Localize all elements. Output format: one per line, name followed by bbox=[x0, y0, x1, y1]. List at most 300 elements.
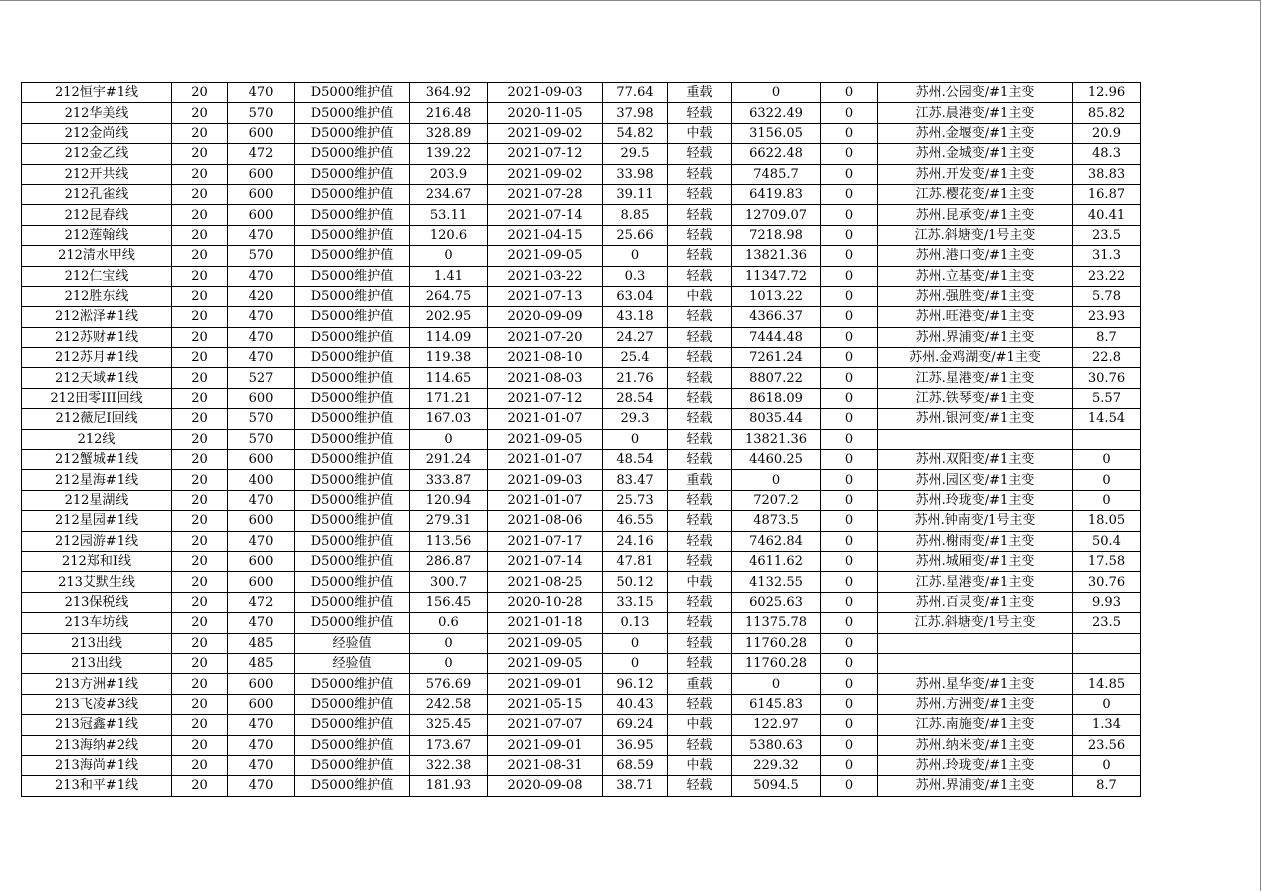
load-status-cell: 轻载 bbox=[668, 246, 732, 266]
transformer-load-cell: 8.7 bbox=[1073, 327, 1141, 347]
rated-current-cell: 600 bbox=[228, 694, 295, 714]
table-row bbox=[22, 450, 1141, 470]
date-cell: 2021-07-13 bbox=[488, 286, 603, 306]
line-name-cell: 212仁宝线 bbox=[22, 266, 172, 286]
voltage-cell: 20 bbox=[172, 409, 228, 429]
voltage-cell: 20 bbox=[172, 103, 228, 123]
line-name-cell: 212郑和Ⅰ线 bbox=[22, 551, 172, 571]
date-cell: 2021-08-31 bbox=[488, 755, 603, 775]
table-row bbox=[22, 653, 1141, 673]
transformer-load-cell: 18.05 bbox=[1073, 511, 1141, 531]
load-status-cell: 轻载 bbox=[668, 348, 732, 368]
table-row bbox=[22, 490, 1141, 510]
transformer-load-cell: 0 bbox=[1073, 694, 1141, 714]
load-rate-cell: 36.95 bbox=[603, 735, 668, 755]
count-cell: 0 bbox=[821, 470, 878, 490]
transformer-cell: 苏州.强胜变/#1主变 bbox=[878, 286, 1073, 306]
spare-capacity-cell: 7261.24 bbox=[732, 348, 821, 368]
spare-capacity-cell: 5380.63 bbox=[732, 735, 821, 755]
voltage-cell: 20 bbox=[172, 674, 228, 694]
date-cell: 2021-09-05 bbox=[488, 633, 603, 653]
load-status-cell: 轻载 bbox=[668, 144, 732, 164]
current-cell: 113.56 bbox=[410, 531, 488, 551]
load-status-cell: 轻载 bbox=[668, 184, 732, 204]
table-row bbox=[22, 348, 1141, 368]
spare-capacity-cell: 7444.48 bbox=[732, 327, 821, 347]
source-cell: D5000维护值 bbox=[295, 490, 410, 510]
transformer-cell: 苏州.钟南变/1号主变 bbox=[878, 511, 1073, 531]
transformer-cell: 江苏.晨港变/#1主变 bbox=[878, 103, 1073, 123]
date-cell: 2021-09-05 bbox=[488, 653, 603, 673]
spare-capacity-cell: 4366.37 bbox=[732, 307, 821, 327]
table-row bbox=[22, 388, 1141, 408]
transformer-load-cell: 0 bbox=[1073, 490, 1141, 510]
transformer-load-cell: 9.93 bbox=[1073, 592, 1141, 612]
date-cell: 2021-09-05 bbox=[488, 246, 603, 266]
transformer-cell: 苏州.星华变/#1主变 bbox=[878, 674, 1073, 694]
count-cell: 0 bbox=[821, 755, 878, 775]
date-cell: 2021-01-07 bbox=[488, 450, 603, 470]
line-name-cell: 212胜东线 bbox=[22, 286, 172, 306]
line-name-cell: 212薇尼Ⅰ回线 bbox=[22, 409, 172, 429]
rated-current-cell: 472 bbox=[228, 144, 295, 164]
spare-capacity-cell: 6145.83 bbox=[732, 694, 821, 714]
load-rate-cell: 68.59 bbox=[603, 755, 668, 775]
load-rate-cell: 25.66 bbox=[603, 225, 668, 245]
table-body bbox=[22, 83, 1141, 797]
table-row bbox=[22, 572, 1141, 592]
source-cell: D5000维护值 bbox=[295, 184, 410, 204]
current-cell: 0 bbox=[410, 429, 488, 449]
current-cell: 139.22 bbox=[410, 144, 488, 164]
current-cell: 0 bbox=[410, 246, 488, 266]
voltage-cell: 20 bbox=[172, 164, 228, 184]
rated-current-cell: 420 bbox=[228, 286, 295, 306]
load-status-cell: 轻载 bbox=[668, 307, 732, 327]
load-status-cell: 轻载 bbox=[668, 653, 732, 673]
load-rate-cell: 39.11 bbox=[603, 184, 668, 204]
source-cell: D5000维护值 bbox=[295, 368, 410, 388]
count-cell: 0 bbox=[821, 348, 878, 368]
source-cell: D5000维护值 bbox=[295, 776, 410, 796]
current-cell: 279.31 bbox=[410, 511, 488, 531]
source-cell: D5000维护值 bbox=[295, 409, 410, 429]
table-row bbox=[22, 307, 1141, 327]
transformer-cell: 江苏.星港变/#1主变 bbox=[878, 368, 1073, 388]
date-cell: 2021-08-06 bbox=[488, 511, 603, 531]
load-rate-cell: 25.4 bbox=[603, 348, 668, 368]
rated-current-cell: 470 bbox=[228, 266, 295, 286]
transformer-cell: 苏州.界浦变/#1主变 bbox=[878, 327, 1073, 347]
transformer-load-cell: 85.82 bbox=[1073, 103, 1141, 123]
load-rate-cell: 50.12 bbox=[603, 572, 668, 592]
count-cell: 0 bbox=[821, 490, 878, 510]
transformer-load-cell: 23.56 bbox=[1073, 735, 1141, 755]
source-cell: D5000维护值 bbox=[295, 83, 410, 103]
transformer-load-cell: 23.22 bbox=[1073, 266, 1141, 286]
transformer-load-cell: 38.83 bbox=[1073, 164, 1141, 184]
rated-current-cell: 600 bbox=[228, 205, 295, 225]
line-load-table bbox=[21, 82, 1141, 797]
current-cell: 333.87 bbox=[410, 470, 488, 490]
transformer-load-cell: 1.34 bbox=[1073, 715, 1141, 735]
spare-capacity-cell: 12709.07 bbox=[732, 205, 821, 225]
load-status-cell: 轻载 bbox=[668, 429, 732, 449]
line-name-cell: 213车坊线 bbox=[22, 613, 172, 633]
line-name-cell: 212开共线 bbox=[22, 164, 172, 184]
transformer-cell: 江苏.斜塘变/1号主变 bbox=[878, 613, 1073, 633]
load-status-cell: 重载 bbox=[668, 83, 732, 103]
load-rate-cell: 0 bbox=[603, 633, 668, 653]
count-cell: 0 bbox=[821, 715, 878, 735]
date-cell: 2020-09-09 bbox=[488, 307, 603, 327]
spare-capacity-cell: 4132.55 bbox=[732, 572, 821, 592]
line-name-cell: 212苏财#1线 bbox=[22, 327, 172, 347]
load-status-cell: 轻载 bbox=[668, 327, 732, 347]
voltage-cell: 20 bbox=[172, 225, 228, 245]
load-rate-cell: 54.82 bbox=[603, 123, 668, 143]
current-cell: 234.67 bbox=[410, 184, 488, 204]
transformer-cell: 苏州.方洲变/#1主变 bbox=[878, 694, 1073, 714]
line-name-cell: 212星湖线 bbox=[22, 490, 172, 510]
transformer-load-cell: 30.76 bbox=[1073, 368, 1141, 388]
source-cell: D5000维护值 bbox=[295, 551, 410, 571]
count-cell: 0 bbox=[821, 653, 878, 673]
load-rate-cell: 38.71 bbox=[603, 776, 668, 796]
rated-current-cell: 470 bbox=[228, 490, 295, 510]
current-cell: 0.6 bbox=[410, 613, 488, 633]
count-cell: 0 bbox=[821, 531, 878, 551]
line-name-cell: 212天域#1线 bbox=[22, 368, 172, 388]
current-cell: 171.21 bbox=[410, 388, 488, 408]
rated-current-cell: 600 bbox=[228, 388, 295, 408]
count-cell: 0 bbox=[821, 450, 878, 470]
table-row bbox=[22, 103, 1141, 123]
rated-current-cell: 570 bbox=[228, 103, 295, 123]
table-row bbox=[22, 735, 1141, 755]
line-name-cell: 213艾默生线 bbox=[22, 572, 172, 592]
current-cell: 328.89 bbox=[410, 123, 488, 143]
date-cell: 2021-09-02 bbox=[488, 123, 603, 143]
date-cell: 2021-07-12 bbox=[488, 144, 603, 164]
source-cell: D5000维护值 bbox=[295, 123, 410, 143]
source-cell: D5000维护值 bbox=[295, 388, 410, 408]
transformer-load-cell: 23.5 bbox=[1073, 613, 1141, 633]
rated-current-cell: 485 bbox=[228, 653, 295, 673]
current-cell: 156.45 bbox=[410, 592, 488, 612]
rated-current-cell: 600 bbox=[228, 450, 295, 470]
transformer-cell: 苏州.开发变/#1主变 bbox=[878, 164, 1073, 184]
count-cell: 0 bbox=[821, 776, 878, 796]
count-cell: 0 bbox=[821, 368, 878, 388]
spare-capacity-cell: 229.32 bbox=[732, 755, 821, 775]
rated-current-cell: 600 bbox=[228, 572, 295, 592]
rated-current-cell: 470 bbox=[228, 613, 295, 633]
rated-current-cell: 470 bbox=[228, 531, 295, 551]
transformer-cell: 江苏.星港变/#1主变 bbox=[878, 572, 1073, 592]
count-cell: 0 bbox=[821, 103, 878, 123]
current-cell: 202.95 bbox=[410, 307, 488, 327]
current-cell: 216.48 bbox=[410, 103, 488, 123]
load-rate-cell: 96.12 bbox=[603, 674, 668, 694]
voltage-cell: 20 bbox=[172, 368, 228, 388]
line-name-cell: 213海尚#1线 bbox=[22, 755, 172, 775]
date-cell: 2021-03-22 bbox=[488, 266, 603, 286]
transformer-load-cell: 0 bbox=[1073, 450, 1141, 470]
load-rate-cell: 8.85 bbox=[603, 205, 668, 225]
rated-current-cell: 485 bbox=[228, 633, 295, 653]
load-status-cell: 重载 bbox=[668, 674, 732, 694]
load-status-cell: 轻载 bbox=[668, 164, 732, 184]
count-cell: 0 bbox=[821, 205, 878, 225]
line-name-cell: 212金乙线 bbox=[22, 144, 172, 164]
transformer-cell bbox=[878, 429, 1073, 449]
transformer-cell: 苏州.玲珑变/#1主变 bbox=[878, 490, 1073, 510]
count-cell: 0 bbox=[821, 327, 878, 347]
transformer-load-cell: 31.3 bbox=[1073, 246, 1141, 266]
source-cell: D5000维护值 bbox=[295, 613, 410, 633]
rated-current-cell: 470 bbox=[228, 735, 295, 755]
load-status-cell: 轻载 bbox=[668, 450, 732, 470]
line-name-cell: 212昆春线 bbox=[22, 205, 172, 225]
table-row bbox=[22, 470, 1141, 490]
spare-capacity-cell: 4873.5 bbox=[732, 511, 821, 531]
line-name-cell: 212莲翰线 bbox=[22, 225, 172, 245]
table-row bbox=[22, 633, 1141, 653]
date-cell: 2021-09-05 bbox=[488, 429, 603, 449]
voltage-cell: 20 bbox=[172, 613, 228, 633]
count-cell: 0 bbox=[821, 144, 878, 164]
source-cell: D5000维护值 bbox=[295, 511, 410, 531]
transformer-load-cell: 0 bbox=[1073, 470, 1141, 490]
load-status-cell: 轻载 bbox=[668, 511, 732, 531]
spare-capacity-cell: 5094.5 bbox=[732, 776, 821, 796]
voltage-cell: 20 bbox=[172, 205, 228, 225]
table-row bbox=[22, 694, 1141, 714]
load-status-cell: 轻载 bbox=[668, 531, 732, 551]
load-status-cell: 重载 bbox=[668, 470, 732, 490]
spare-capacity-cell: 8035.44 bbox=[732, 409, 821, 429]
load-status-cell: 中载 bbox=[668, 715, 732, 735]
voltage-cell: 20 bbox=[172, 490, 228, 510]
spare-capacity-cell: 8807.22 bbox=[732, 368, 821, 388]
date-cell: 2020-10-28 bbox=[488, 592, 603, 612]
line-name-cell: 212蟹城#1线 bbox=[22, 450, 172, 470]
rated-current-cell: 600 bbox=[228, 184, 295, 204]
spare-capacity-cell: 11375.78 bbox=[732, 613, 821, 633]
rated-current-cell: 470 bbox=[228, 348, 295, 368]
load-status-cell: 中载 bbox=[668, 755, 732, 775]
date-cell: 2021-09-01 bbox=[488, 674, 603, 694]
transformer-cell: 苏州.港口变/#1主变 bbox=[878, 246, 1073, 266]
source-cell: D5000维护值 bbox=[295, 307, 410, 327]
count-cell: 0 bbox=[821, 674, 878, 694]
date-cell: 2021-07-14 bbox=[488, 205, 603, 225]
rated-current-cell: 470 bbox=[228, 83, 295, 103]
voltage-cell: 20 bbox=[172, 123, 228, 143]
line-name-cell: 213出线 bbox=[22, 653, 172, 673]
current-cell: 0 bbox=[410, 633, 488, 653]
spare-capacity-cell: 13821.36 bbox=[732, 429, 821, 449]
rated-current-cell: 600 bbox=[228, 511, 295, 531]
transformer-load-cell: 14.54 bbox=[1073, 409, 1141, 429]
load-status-cell: 轻载 bbox=[668, 225, 732, 245]
load-status-cell: 轻载 bbox=[668, 409, 732, 429]
count-cell: 0 bbox=[821, 225, 878, 245]
spare-capacity-cell: 0 bbox=[732, 83, 821, 103]
transformer-cell: 江苏.铁琴变/#1主变 bbox=[878, 388, 1073, 408]
voltage-cell: 20 bbox=[172, 694, 228, 714]
load-rate-cell: 33.15 bbox=[603, 592, 668, 612]
spare-capacity-cell: 6622.48 bbox=[732, 144, 821, 164]
current-cell: 120.6 bbox=[410, 225, 488, 245]
load-rate-cell: 0.3 bbox=[603, 266, 668, 286]
source-cell: D5000维护值 bbox=[295, 225, 410, 245]
table-row bbox=[22, 409, 1141, 429]
voltage-cell: 20 bbox=[172, 184, 228, 204]
date-cell: 2021-09-02 bbox=[488, 164, 603, 184]
line-name-cell: 212孔雀线 bbox=[22, 184, 172, 204]
transformer-cell: 苏州.纳米变/#1主变 bbox=[878, 735, 1073, 755]
rated-current-cell: 600 bbox=[228, 551, 295, 571]
table-row bbox=[22, 776, 1141, 796]
load-rate-cell: 46.55 bbox=[603, 511, 668, 531]
line-name-cell: 212华美线 bbox=[22, 103, 172, 123]
source-cell: D5000维护值 bbox=[295, 531, 410, 551]
table-row bbox=[22, 592, 1141, 612]
date-cell: 2021-07-20 bbox=[488, 327, 603, 347]
date-cell: 2021-05-15 bbox=[488, 694, 603, 714]
table-row bbox=[22, 286, 1141, 306]
table-row bbox=[22, 368, 1141, 388]
transformer-load-cell: 16.87 bbox=[1073, 184, 1141, 204]
count-cell: 0 bbox=[821, 592, 878, 612]
transformer-cell: 苏州.公园变/#1主变 bbox=[878, 83, 1073, 103]
transformer-cell bbox=[878, 653, 1073, 673]
voltage-cell: 20 bbox=[172, 307, 228, 327]
date-cell: 2021-09-03 bbox=[488, 83, 603, 103]
spare-capacity-cell: 8618.09 bbox=[732, 388, 821, 408]
rated-current-cell: 470 bbox=[228, 307, 295, 327]
line-name-cell: 212清水甲线 bbox=[22, 246, 172, 266]
table-row bbox=[22, 674, 1141, 694]
transformer-load-cell: 20.9 bbox=[1073, 123, 1141, 143]
voltage-cell: 20 bbox=[172, 531, 228, 551]
voltage-cell: 20 bbox=[172, 429, 228, 449]
transformer-cell: 江苏.南施变/#1主变 bbox=[878, 715, 1073, 735]
date-cell: 2021-01-18 bbox=[488, 613, 603, 633]
table-row bbox=[22, 511, 1141, 531]
table-row bbox=[22, 246, 1141, 266]
rated-current-cell: 570 bbox=[228, 409, 295, 429]
date-cell: 2021-01-07 bbox=[488, 490, 603, 510]
current-cell: 0 bbox=[410, 653, 488, 673]
load-rate-cell: 69.24 bbox=[603, 715, 668, 735]
count-cell: 0 bbox=[821, 633, 878, 653]
transformer-load-cell: 40.41 bbox=[1073, 205, 1141, 225]
spare-capacity-cell: 11347.72 bbox=[732, 266, 821, 286]
load-rate-cell: 25.73 bbox=[603, 490, 668, 510]
source-cell: D5000维护值 bbox=[295, 429, 410, 449]
date-cell: 2021-07-28 bbox=[488, 184, 603, 204]
spare-capacity-cell: 0 bbox=[732, 674, 821, 694]
transformer-load-cell bbox=[1073, 633, 1141, 653]
voltage-cell: 20 bbox=[172, 715, 228, 735]
line-name-cell: 212线 bbox=[22, 429, 172, 449]
date-cell: 2021-09-01 bbox=[488, 735, 603, 755]
load-status-cell: 轻载 bbox=[668, 735, 732, 755]
transformer-cell: 苏州.界浦变/#1主变 bbox=[878, 776, 1073, 796]
transformer-cell: 苏州.玲珑变/#1主变 bbox=[878, 755, 1073, 775]
source-cell: D5000维护值 bbox=[295, 164, 410, 184]
source-cell: D5000维护值 bbox=[295, 450, 410, 470]
current-cell: 114.65 bbox=[410, 368, 488, 388]
load-status-cell: 轻载 bbox=[668, 633, 732, 653]
load-status-cell: 轻载 bbox=[668, 551, 732, 571]
table-row bbox=[22, 715, 1141, 735]
date-cell: 2021-07-17 bbox=[488, 531, 603, 551]
line-name-cell: 212淞泽#1线 bbox=[22, 307, 172, 327]
transformer-cell: 苏州.立基变/#1主变 bbox=[878, 266, 1073, 286]
transformer-cell: 苏州.城厢变/#1主变 bbox=[878, 551, 1073, 571]
voltage-cell: 20 bbox=[172, 592, 228, 612]
current-cell: 203.9 bbox=[410, 164, 488, 184]
transformer-cell: 苏州.榭雨变/#1主变 bbox=[878, 531, 1073, 551]
voltage-cell: 20 bbox=[172, 633, 228, 653]
current-cell: 325.45 bbox=[410, 715, 488, 735]
current-cell: 576.69 bbox=[410, 674, 488, 694]
source-cell: D5000维护值 bbox=[295, 205, 410, 225]
current-cell: 291.24 bbox=[410, 450, 488, 470]
source-cell: D5000维护值 bbox=[295, 348, 410, 368]
spare-capacity-cell: 11760.28 bbox=[732, 633, 821, 653]
transformer-load-cell: 30.76 bbox=[1073, 572, 1141, 592]
spare-capacity-cell: 11760.28 bbox=[732, 653, 821, 673]
load-status-cell: 轻载 bbox=[668, 205, 732, 225]
current-cell: 242.58 bbox=[410, 694, 488, 714]
rated-current-cell: 400 bbox=[228, 470, 295, 490]
current-cell: 173.67 bbox=[410, 735, 488, 755]
source-cell: D5000维护值 bbox=[295, 674, 410, 694]
load-rate-cell: 28.54 bbox=[603, 388, 668, 408]
spare-capacity-cell: 122.97 bbox=[732, 715, 821, 735]
rated-current-cell: 470 bbox=[228, 776, 295, 796]
spare-capacity-cell: 7207.2 bbox=[732, 490, 821, 510]
date-cell: 2020-11-05 bbox=[488, 103, 603, 123]
table-row bbox=[22, 551, 1141, 571]
table-row bbox=[22, 184, 1141, 204]
current-cell: 120.94 bbox=[410, 490, 488, 510]
load-rate-cell: 37.98 bbox=[603, 103, 668, 123]
count-cell: 0 bbox=[821, 388, 878, 408]
count-cell: 0 bbox=[821, 511, 878, 531]
table-row bbox=[22, 144, 1141, 164]
spare-capacity-cell: 3156.05 bbox=[732, 123, 821, 143]
count-cell: 0 bbox=[821, 572, 878, 592]
count-cell: 0 bbox=[821, 694, 878, 714]
transformer-load-cell: 22.8 bbox=[1073, 348, 1141, 368]
count-cell: 0 bbox=[821, 551, 878, 571]
voltage-cell: 20 bbox=[172, 246, 228, 266]
source-cell: D5000维护值 bbox=[295, 715, 410, 735]
voltage-cell: 20 bbox=[172, 348, 228, 368]
current-cell: 264.75 bbox=[410, 286, 488, 306]
voltage-cell: 20 bbox=[172, 551, 228, 571]
rated-current-cell: 570 bbox=[228, 246, 295, 266]
transformer-cell: 江苏.樱花变/#1主变 bbox=[878, 184, 1073, 204]
voltage-cell: 20 bbox=[172, 327, 228, 347]
current-cell: 300.7 bbox=[410, 572, 488, 592]
